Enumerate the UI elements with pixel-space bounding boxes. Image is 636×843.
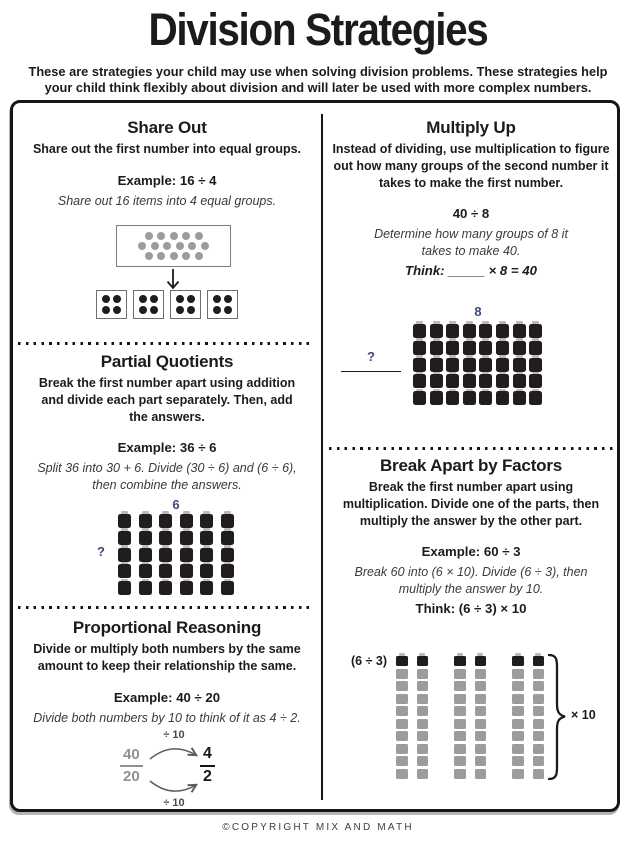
tile xyxy=(159,514,172,528)
tile xyxy=(118,531,131,545)
tile xyxy=(513,358,526,372)
tile xyxy=(200,548,213,562)
tile xyxy=(513,391,526,405)
tile-column xyxy=(475,656,487,779)
gray-dot xyxy=(201,242,209,250)
tile xyxy=(496,341,509,355)
black-tile xyxy=(475,656,487,666)
gray-dot xyxy=(145,252,153,260)
tile xyxy=(496,324,509,338)
share-out-description: Share out the first number into equal groups. xyxy=(32,142,302,156)
group-box xyxy=(96,290,127,319)
tile xyxy=(221,514,234,528)
tile xyxy=(118,514,131,528)
numerator: 4 xyxy=(200,746,215,767)
tile xyxy=(413,358,426,372)
tile xyxy=(413,324,426,338)
black-dot xyxy=(150,306,158,314)
gray-tile xyxy=(533,769,545,779)
break-apart-columns xyxy=(396,656,544,779)
black-dot xyxy=(176,306,184,314)
denominator: 20 xyxy=(123,767,140,785)
gray-tile xyxy=(454,769,466,779)
black-dot xyxy=(139,306,147,314)
gray-tile xyxy=(512,706,524,716)
gray-tile xyxy=(475,756,487,766)
curly-brace-icon xyxy=(546,652,568,787)
tile xyxy=(446,341,459,355)
gray-tile xyxy=(533,669,545,679)
page-subtitle: These are strategies your child may use when solving division problems. These strategies help your child think flexibly about division and will later be used with more complex numbers. xyxy=(28,64,608,96)
gray-tile xyxy=(454,706,466,716)
black-dot xyxy=(224,295,232,303)
black-dot xyxy=(102,295,110,303)
tile xyxy=(446,391,459,405)
tile xyxy=(430,341,443,355)
partial-quotients-array xyxy=(118,514,234,595)
gray-dot xyxy=(145,232,153,240)
break-apart-description: Break the first number apart using multiplication. Divide one of the parts, then multiply the answer by the other part. xyxy=(342,480,600,528)
tile xyxy=(200,581,213,595)
gray-tile xyxy=(417,756,429,766)
divide-by-ten-label-top: ÷ 10 xyxy=(163,729,185,741)
section-share-out xyxy=(18,118,316,209)
tile xyxy=(118,581,131,595)
gray-tile xyxy=(396,769,408,779)
gray-tile xyxy=(396,731,408,741)
gray-tile xyxy=(417,769,429,779)
gray-tile xyxy=(475,719,487,729)
gray-tile xyxy=(533,719,545,729)
gray-tile xyxy=(475,731,487,741)
tile-column xyxy=(533,656,545,779)
gray-tile xyxy=(454,669,466,679)
break-apart-title: Break Apart by Factors xyxy=(379,456,563,475)
tile xyxy=(479,324,492,338)
gray-tile xyxy=(396,719,408,729)
tile xyxy=(430,324,443,338)
strategies-box xyxy=(10,100,620,812)
gray-tile xyxy=(396,756,408,766)
column-pair xyxy=(512,656,544,779)
gray-tile xyxy=(533,756,545,766)
gray-tile xyxy=(475,769,487,779)
gray-dot xyxy=(157,232,165,240)
black-tile xyxy=(396,656,408,666)
tile xyxy=(139,548,152,562)
tile-column xyxy=(512,656,524,779)
share-out-example: Example: 16 ÷ 4 xyxy=(117,172,217,188)
partial-quotients-example: Example: 36 ÷ 6 xyxy=(117,440,217,456)
gray-tile xyxy=(533,706,545,716)
dotted-divider xyxy=(18,342,310,345)
gray-dot xyxy=(188,242,196,250)
tile xyxy=(221,531,234,545)
column-pair xyxy=(454,656,486,779)
black-dot xyxy=(213,295,221,303)
tile xyxy=(139,531,152,545)
group-box xyxy=(133,290,164,319)
multiply-up-caption: Determine how many groups of 8 it takes to make 40. xyxy=(374,227,568,258)
tile xyxy=(221,564,234,578)
black-tile xyxy=(454,656,466,666)
copyright-footer: ©COPYRIGHT MIX AND MATH xyxy=(222,822,414,833)
gray-tile xyxy=(512,731,524,741)
tile xyxy=(513,374,526,388)
tile xyxy=(496,374,509,388)
gray-dot xyxy=(170,252,178,260)
proportional-reasoning-title: Proportional Reasoning xyxy=(72,618,262,637)
tile xyxy=(159,548,172,562)
gray-dot xyxy=(195,252,203,260)
gray-tile xyxy=(417,731,429,741)
gray-tile xyxy=(454,719,466,729)
multiply-up-expression: 40 ÷ 8 xyxy=(452,206,490,222)
gray-tile xyxy=(533,731,545,741)
tile xyxy=(200,514,213,528)
tile xyxy=(180,581,193,595)
break-apart-caption: Break 60 into (6 × 10). Divide (6 ÷ 3), then multiply the answer by 10. xyxy=(354,565,588,596)
gray-tile xyxy=(512,756,524,766)
tile xyxy=(463,374,476,388)
numerator: 40 xyxy=(120,747,143,767)
partial-quotients-title: Partial Quotients xyxy=(100,352,234,371)
dot-row xyxy=(138,242,209,250)
black-dot xyxy=(224,306,232,314)
gray-tile xyxy=(475,706,487,716)
gray-tile xyxy=(512,681,524,691)
tile xyxy=(139,581,152,595)
section-multiply-up xyxy=(325,118,617,278)
share-out-groups xyxy=(13,290,321,319)
tile-column xyxy=(396,656,408,779)
black-dot xyxy=(102,306,110,314)
tile xyxy=(529,391,542,405)
tile xyxy=(446,374,459,388)
gray-tile xyxy=(512,769,524,779)
black-dot xyxy=(213,306,221,314)
black-dot xyxy=(113,295,121,303)
gray-dot xyxy=(138,242,146,250)
gray-tile xyxy=(512,744,524,754)
pq-grid-side-label: ? xyxy=(97,544,105,559)
proportional-reasoning-caption: Divide both numbers by 10 to think of it as 4 ÷ 2. xyxy=(33,710,301,725)
proportional-reasoning-description: Divide or multiply both numbers by the same amount to keep their relationship the same. xyxy=(33,642,301,673)
ba-side-label: (6 ÷ 3) xyxy=(351,654,388,668)
gray-tile xyxy=(512,694,524,704)
section-partial-quotients xyxy=(18,352,316,493)
column-divider xyxy=(321,114,323,800)
proportional-reasoning-diagram xyxy=(108,728,248,810)
partial-quotients-caption: Split 36 into 30 + 6. Divide (30 ÷ 6) and (6 ÷ 6), then combine the answers. xyxy=(37,461,297,492)
tile xyxy=(180,514,193,528)
tile xyxy=(139,514,152,528)
group-box xyxy=(170,290,201,319)
black-tile xyxy=(512,656,524,666)
tile xyxy=(446,324,459,338)
tile xyxy=(413,374,426,388)
gray-tile xyxy=(475,669,487,679)
multiply-up-title: Multiply Up xyxy=(426,118,516,137)
gray-tile xyxy=(512,669,524,679)
gray-tile xyxy=(533,744,545,754)
black-dot xyxy=(187,306,195,314)
share-out-title: Share Out xyxy=(127,118,207,137)
black-tile xyxy=(417,656,429,666)
tile-column xyxy=(454,656,466,779)
group-box xyxy=(207,290,238,319)
black-dot xyxy=(113,306,121,314)
partial-quotients-description: Break the first number apart using addition and divide each part separately. Then, add the answers. xyxy=(38,376,296,424)
gray-tile xyxy=(475,694,487,704)
tile xyxy=(463,358,476,372)
mu-grid-top-label: 8 xyxy=(474,304,482,319)
dotted-divider xyxy=(329,447,617,450)
pq-grid-top-label: 6 xyxy=(172,497,180,512)
gray-tile xyxy=(417,681,429,691)
gray-dot xyxy=(195,232,203,240)
tile xyxy=(529,358,542,372)
black-dot xyxy=(139,295,147,303)
gray-tile xyxy=(454,681,466,691)
tile xyxy=(159,564,172,578)
gray-tile xyxy=(475,744,487,754)
tile xyxy=(139,564,152,578)
gray-tile xyxy=(512,719,524,729)
gray-tile xyxy=(533,694,545,704)
gray-tile xyxy=(417,706,429,716)
tile xyxy=(529,324,542,338)
multiply-up-description: Instead of dividing, use multiplication to figure out how many groups of the second number it takes to make the first number. xyxy=(332,142,610,190)
tile xyxy=(221,581,234,595)
denominator: 2 xyxy=(203,767,212,785)
gray-dot xyxy=(182,232,190,240)
gray-tile xyxy=(417,694,429,704)
tile xyxy=(430,374,443,388)
tile xyxy=(463,391,476,405)
tile xyxy=(479,358,492,372)
tile xyxy=(221,548,234,562)
tile xyxy=(446,358,459,372)
break-apart-example: Example: 60 ÷ 3 xyxy=(421,544,521,560)
gray-tile xyxy=(396,681,408,691)
gray-dot xyxy=(157,252,165,260)
tile xyxy=(479,391,492,405)
black-dot xyxy=(187,295,195,303)
gray-tile xyxy=(533,681,545,691)
gray-tile xyxy=(417,719,429,729)
tile xyxy=(413,341,426,355)
tile xyxy=(496,391,509,405)
tile xyxy=(513,341,526,355)
tile xyxy=(430,358,443,372)
gray-dot xyxy=(163,242,171,250)
tile xyxy=(200,564,213,578)
tile xyxy=(180,548,193,562)
tile xyxy=(180,564,193,578)
gray-dot xyxy=(170,232,178,240)
tile xyxy=(463,324,476,338)
tile xyxy=(529,374,542,388)
gray-tile xyxy=(396,706,408,716)
tile xyxy=(159,531,172,545)
tile xyxy=(159,581,172,595)
gray-tile xyxy=(475,681,487,691)
gray-tile xyxy=(417,669,429,679)
dot-row xyxy=(145,252,203,260)
section-proportional-reasoning xyxy=(18,618,316,726)
dotted-divider xyxy=(18,606,310,609)
black-dot xyxy=(150,295,158,303)
black-dot xyxy=(176,295,184,303)
share-out-total-box xyxy=(116,225,231,267)
tile xyxy=(118,548,131,562)
share-out-caption: Share out 16 items into 4 equal groups. xyxy=(57,193,277,208)
column-pair xyxy=(396,656,428,779)
multiply-up-array xyxy=(413,324,542,405)
page-title: Division Strategies xyxy=(148,4,488,55)
tile xyxy=(200,531,213,545)
gray-tile xyxy=(396,669,408,679)
gray-tile xyxy=(454,731,466,741)
times-ten-label: × 10 xyxy=(571,708,596,722)
black-tile xyxy=(533,656,545,666)
tile xyxy=(496,358,509,372)
tile xyxy=(479,341,492,355)
tile xyxy=(529,341,542,355)
gray-dot xyxy=(176,242,184,250)
gray-tile xyxy=(454,744,466,754)
section-break-apart xyxy=(325,456,617,616)
proportional-reasoning-example: Example: 40 ÷ 20 xyxy=(113,689,221,705)
gray-dot xyxy=(182,252,190,260)
tile xyxy=(430,391,443,405)
gray-tile xyxy=(454,694,466,704)
tile xyxy=(513,324,526,338)
gray-tile xyxy=(454,756,466,766)
tile xyxy=(479,374,492,388)
gray-tile xyxy=(396,694,408,704)
divide-by-ten-label-bottom: ÷ 10 xyxy=(163,797,185,809)
gray-tile xyxy=(417,744,429,754)
break-apart-think: Think: (6 ÷ 3) × 10 xyxy=(415,601,527,617)
tile-column xyxy=(417,656,429,779)
tile xyxy=(463,341,476,355)
multiply-up-think: Think: _____ × 8 = 40 xyxy=(405,263,537,279)
tile xyxy=(180,531,193,545)
tile xyxy=(413,391,426,405)
gray-tile xyxy=(396,744,408,754)
tile xyxy=(118,564,131,578)
gray-dot xyxy=(151,242,159,250)
dot-row xyxy=(145,232,203,240)
mu-grid-side-label: ? xyxy=(341,349,401,372)
